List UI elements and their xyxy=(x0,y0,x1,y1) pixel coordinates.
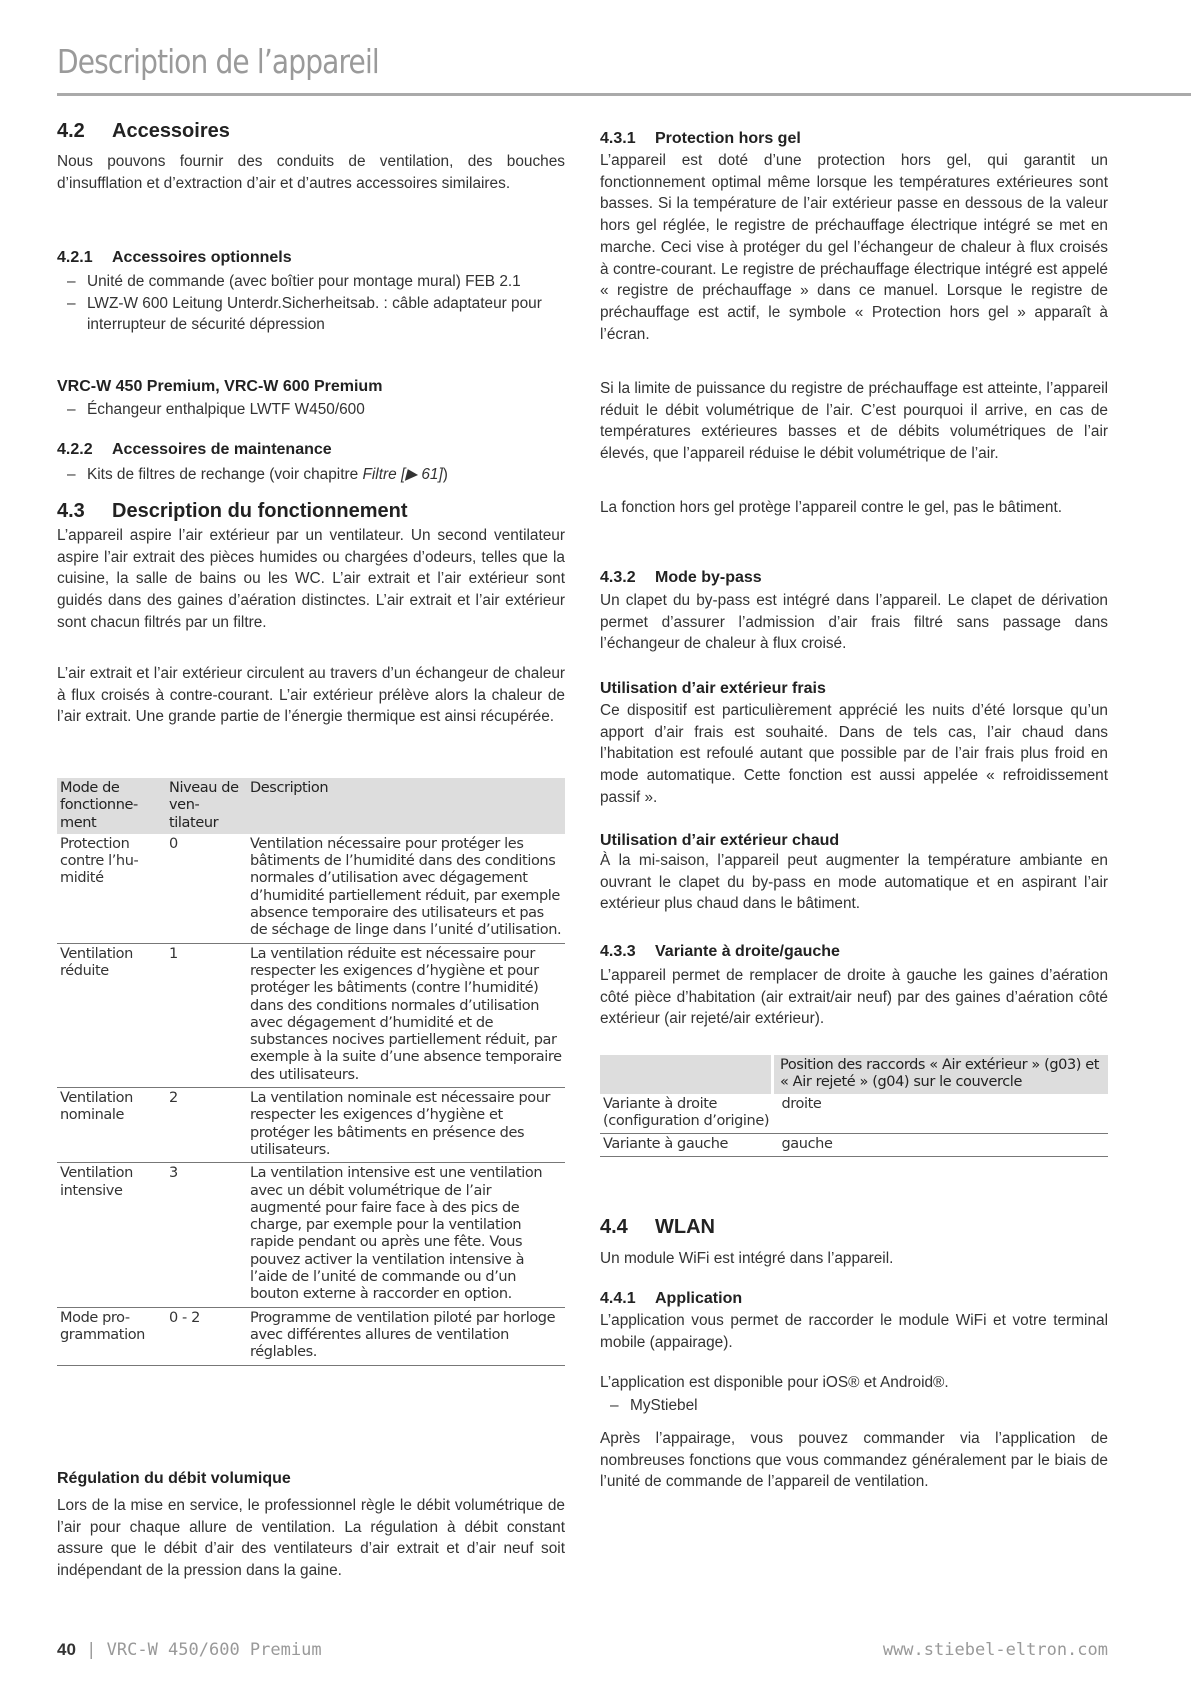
separator: | xyxy=(75,1640,107,1660)
section-4-4-1-heading xyxy=(600,1290,1108,1308)
section-title: Variante à droite/gauche xyxy=(655,943,840,960)
cell: Programme de ventilation piloté par horloge avec différentes allures de ventilation réglables. xyxy=(247,1307,565,1365)
section-title: Accessoires de maintenance xyxy=(112,441,332,458)
cell: Ventilation intensive xyxy=(57,1163,166,1307)
paragraph: Ce dispositif est particulièrement apprécié les nuits d’été lorsque qu’un apport d’air frais est souhaité. Dans de tels cas, l’air chaud dans l’habitation est refoulé autant que possible par de l’air frais plus froid en mode automatique. Cette fonction est aussi appelée « refroidissement passif ». xyxy=(600,702,1108,806)
footer-left xyxy=(57,1640,322,1660)
column-header: Position des raccords « Air extérieur » (g03) et « Air rejeté » (g04) sur le couvercle xyxy=(773,1055,1109,1094)
list xyxy=(600,1395,1108,1417)
section-4-3-3-heading xyxy=(600,943,1108,961)
header-rule xyxy=(57,93,1191,96)
cell: Variante à droite (configuration d’origine) xyxy=(600,1094,773,1134)
cell: Ventilation nécessaire pour protéger les bâtiments de l’humidité dans des conditions normales d’utilisation avec dégagement d’humidité partiellement réduit, par exemple absence temporaire des utilisateurs et pas de séchage de linge dans l’unité d’utilisation. xyxy=(247,834,565,943)
list xyxy=(57,399,565,421)
page-number: 40 xyxy=(57,1640,76,1659)
table-row xyxy=(57,943,565,1087)
cell: Protection contre l’hu-midité xyxy=(57,834,166,943)
section-4-2-2-heading xyxy=(57,441,565,459)
paragraph: À la mi-saison, l’appareil peut augmenter la température ambiante en ouvrant le clapet du by-pass en mode automatique et en aspirant l’air extérieur plus chaud dans le bâtiment. xyxy=(600,852,1108,913)
cell: Variante à gauche xyxy=(600,1134,773,1157)
section-number: 4.4 xyxy=(600,1216,628,1238)
section-4-3-2-heading xyxy=(600,569,1108,587)
section-number: 4.3.2 xyxy=(600,569,636,586)
table-row xyxy=(600,1134,1108,1157)
table-row xyxy=(57,1163,565,1307)
paragraph: Après l’appairage, vous pouvez commander via l’application de nombreuses fonctions que vous commandez généralement par le biais de l’unité de commande de l’appareil de ventilation. xyxy=(600,1430,1108,1491)
cell: La ventilation nominale est nécessaire pour respecter les exigences d’hygiène et protéger les bâtiments en présence des utilisateurs. xyxy=(247,1088,565,1163)
paragraph: La fonction hors gel protège l’appareil contre le gel, pas le bâtiment. xyxy=(600,499,1063,516)
paragraph: Un module WiFi est intégré dans l’appareil. xyxy=(600,1250,894,1267)
table-row xyxy=(600,1094,1108,1134)
footer-url: www.stiebel-eltron.com xyxy=(882,1640,1108,1660)
list xyxy=(57,271,565,336)
section-title: Protection hors gel xyxy=(655,130,801,147)
list-item: – Unité de commande (avec boîtier pour montage mural) FEB 2.1 xyxy=(57,271,565,293)
cell: 3 xyxy=(166,1163,247,1307)
paragraph: L’application vous permet de raccorder le module WiFi et votre terminal mobile (appairage). xyxy=(600,1312,1108,1351)
paragraph: Lors de la mise en service, le professionnel règle le débit volumétrique de l’air pour chaque allure de ventilation. La régulation à débit constant assure que le débit d’air des ventilateurs d’air extrait et d’air neuf soit indépendant de la pression dans la gaine. xyxy=(57,1497,565,1580)
cell: 0 - 2 xyxy=(166,1307,247,1365)
paragraph: Un clapet du by-pass est intégré dans l’appareil. Le clapet de dérivation permet d’assurer l’admission d’air frais filtré sans passage dans l’échangeur de chaleur à flux croisé. xyxy=(600,592,1108,653)
product-name: VRC-W 450/600 Premium xyxy=(106,1640,322,1660)
section-title: WLAN xyxy=(655,1216,715,1238)
section-number: 4.4.1 xyxy=(600,1290,636,1307)
paragraph: Nous pouvons fournir des conduits de ventilation, des bouches d’insufflation et d’extraction d’air et d’autres accessoires similaires. xyxy=(57,153,565,192)
section-title: Mode by-pass xyxy=(655,569,762,586)
section-4-3-heading xyxy=(57,500,565,523)
cell: 2 xyxy=(166,1088,247,1163)
cell: Ventilation nominale xyxy=(57,1088,166,1163)
section-number: 4.2.2 xyxy=(57,441,93,458)
column-header xyxy=(600,1055,773,1094)
paragraph: L’appareil permet de remplacer de droite à gauche les gaines d’aération côté pièce d’habitation (air extrait/air neuf) par des gaines d’aération côté extérieur (air rejeté/air extérieur). xyxy=(600,967,1108,1028)
cell: 0 xyxy=(166,834,247,943)
section-title: Description du fonctionnement xyxy=(112,500,408,522)
section-4-2-1-heading xyxy=(57,249,565,267)
cell: gauche xyxy=(773,1134,1109,1157)
section-4-4-heading xyxy=(600,1216,1108,1239)
subheading: VRC-W 450 Premium, VRC-W 600 Premium xyxy=(57,378,383,395)
paragraph: L’air extrait et l’air extérieur circulent au travers d’un échangeur de chaleur à flux croisés à contre-courant. L’air extérieur prélève alors la chaleur de l’air extrait. Une grande partie de l’énergie thermique est ainsi récupérée. xyxy=(57,665,565,726)
paragraph: Si la limite de puissance du registre de préchauffage est atteinte, l’appareil réduit le débit volumétrique de l’air. C’est pourquoi il arrive, en cas de températures extérieures basses et de débits volumétriques de l’air élevés, que l’appareil réduise le débit volumétrique de l’air. xyxy=(600,380,1108,463)
table-header-row xyxy=(600,1055,1108,1094)
subheading: Utilisation d’air extérieur frais xyxy=(600,680,826,697)
section-title: Accessoires xyxy=(112,120,230,142)
operating-modes-table xyxy=(57,778,565,1366)
section-number: 4.3.1 xyxy=(600,130,636,147)
section-title: Application xyxy=(655,1290,743,1307)
item-text: ) xyxy=(442,466,448,483)
column-header: Niveau de ven-tilateur xyxy=(166,778,247,834)
paragraph: L’application est disponible pour iOS® et Android®. xyxy=(600,1374,949,1391)
section-number: 4.3 xyxy=(57,500,85,522)
column-header: Mode de fonctionne-ment xyxy=(57,778,166,834)
section-number: 4.2.1 xyxy=(57,249,93,266)
chapter-link[interactable]: Filtre [▶ 61] xyxy=(362,466,443,483)
section-4-3-1-heading xyxy=(600,130,1108,148)
table-row xyxy=(57,1088,565,1163)
paragraph: L’appareil est doté d’une protection hors gel, qui garantit un fonctionnement optimal même lorsque les températures extérieures sont basses. Si la température de l’air extérieur passe en dessous de la valeur hors gel réglée, le registre de préchauffage électrique intégré se met en marche. Ceci vise à protéger du gel l’échangeur de chaleur à flux croisés à contre-courant. Le registre de préchauffage électrique intégré est appelé « registre de préchauffage » dans ce manuel. Lorsque le registre de préchauffage est actif, le symbole « Protection hors gel » apparaît à l’écran. xyxy=(600,152,1108,343)
cell: Ventilation réduite xyxy=(57,943,166,1087)
cell: La ventilation intensive est une ventilation avec un débit volumétrique de l’air augmenté pour faire face à des pics de charge, par exemple pour la ventilation rapide pendant ou après une fête. Vous pouvez activer la ventilation intensive à l’aide de l’unité de commande ou d’un bouton externe à raccorder en option. xyxy=(247,1163,565,1307)
section-number: 4.2 xyxy=(57,120,85,142)
section-number: 4.3.3 xyxy=(600,943,636,960)
list-item: – Échangeur enthalpique LWTF W450/600 xyxy=(57,399,565,421)
subheading: Utilisation d’air extérieur chaud xyxy=(600,832,840,849)
list-item xyxy=(57,464,565,486)
table-header-row xyxy=(57,778,565,834)
section-4-2-heading xyxy=(57,120,565,143)
item-text: Kits de filtres de rechange (voir chapitre xyxy=(87,466,363,483)
paragraph: L’appareil aspire l’air extérieur par un ventilateur. Un second ventilateur aspire l’air extrait des pièces humides ou chargées d’odeurs, telles que la cuisine, la salle de bains ou les WC. L’air extrait et l’air extérieur sont guidés dans des gaines d’aération distinctes. L’air extrait et l’air extérieur sont chacun filtrés par un filtre. xyxy=(57,527,565,631)
section-title: Accessoires optionnels xyxy=(112,249,292,266)
cell: 1 xyxy=(166,943,247,1087)
list-item: – LWZ-W 600 Leitung Unterdr.Sicherheitsab. : câble adaptateur pour interrupteur de sécurité dépression xyxy=(57,293,565,336)
subheading: Régulation du débit volumique xyxy=(57,1470,291,1487)
column-header: Description xyxy=(247,778,565,834)
cell: Mode pro-grammation xyxy=(57,1307,166,1365)
table-row xyxy=(57,1307,565,1365)
variant-table xyxy=(600,1055,1108,1157)
list-item: – MyStiebel xyxy=(600,1395,1108,1417)
cell: La ventilation réduite est nécessaire pour respecter les exigences d’hygiène et pour protéger les bâtiments (contre l’humidité) dans des conditions normales d’utilisation avec dégagement d’humidité et de substances nocives partiellement réduit, par exemple à la suite d’une absence temporaire des utilisateurs. xyxy=(247,943,565,1087)
page-title: Description de l’appareil xyxy=(57,42,379,81)
table-row xyxy=(57,834,565,943)
list xyxy=(57,464,565,486)
cell: droite xyxy=(773,1094,1109,1134)
